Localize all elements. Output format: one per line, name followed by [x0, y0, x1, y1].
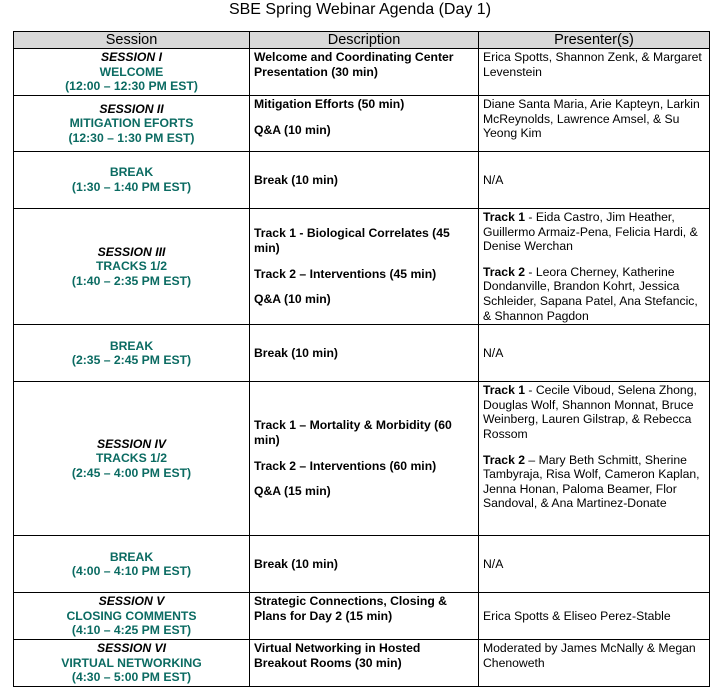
description-cell [250, 209, 479, 325]
table-row [14, 209, 710, 325]
table-row [14, 96, 710, 152]
session-cell [14, 209, 250, 325]
presenters-cell [479, 593, 710, 640]
track-presenters [483, 210, 705, 254]
track-label: Track 1 [483, 210, 526, 224]
session-name: SESSION VI [96, 640, 167, 655]
session-label: VIRTUAL NETWORKING [61, 655, 202, 670]
session-label: CLOSING COMMENTS [66, 608, 197, 623]
session-cell [14, 96, 250, 152]
session-time: (2:35 – 2:45 PM EST) [71, 353, 192, 368]
presenter-item: Erica Spotts, Shannon Zenk, & Margaret Levenstein [483, 50, 702, 79]
track-label: Track 2 [483, 264, 526, 279]
description-item: Break (10 min) [254, 172, 338, 187]
header-presenters: Presenter(s) [479, 32, 710, 49]
description-item: Track 1 - Biological Correlates (45 min) [254, 226, 450, 255]
description-cell [250, 639, 479, 686]
session-cell [14, 639, 250, 686]
description-item: Virtual Networking in Hosted Breakout Rooms (30 min) [254, 640, 421, 670]
session-name: SESSION V [98, 594, 165, 609]
presenter-item: N/A [483, 345, 504, 360]
description-cell [250, 96, 479, 152]
description-item: Welcome and Coordinating Center Presentation (30 min) [254, 50, 454, 79]
table-row [14, 49, 710, 96]
description-cell [250, 536, 479, 593]
presenters-cell [479, 152, 710, 209]
session-cell [14, 325, 250, 382]
session-name: SESSION IV [96, 436, 167, 451]
header-session: Session [14, 32, 250, 49]
track-label: Track 1 [483, 383, 526, 398]
session-label: BREAK [109, 549, 154, 564]
session-name: SESSION I [101, 50, 162, 65]
description-item: Track 2 – Interventions (45 min) [254, 266, 437, 281]
description-item: Break (10 min) [254, 556, 338, 571]
description-cell [250, 382, 479, 536]
description-cell [250, 49, 479, 96]
table-row [14, 382, 710, 536]
session-time: (4:30 – 5:00 PM EST) [71, 670, 192, 685]
presenters-cell [479, 209, 710, 325]
table-row [14, 325, 710, 382]
description-cell [250, 152, 479, 209]
presenters-cell [479, 382, 710, 536]
session-name: SESSION III [97, 244, 166, 259]
description-item: Break (10 min) [254, 345, 338, 360]
page-title: SBE Spring Webinar Agenda (Day 1) [228, 1, 492, 18]
presenter-item: Erica Spotts & Eliseo Perez-Stable [483, 608, 671, 623]
table-header-row [14, 32, 710, 49]
description-item: Q&A (10 min) [254, 122, 331, 137]
session-time: (4:10 – 4:25 PM EST) [71, 623, 192, 638]
track-presenters [483, 265, 705, 323]
header-description: Description [250, 32, 479, 49]
agenda-table [13, 31, 710, 687]
session-time: (1:30 – 1:40 PM EST) [71, 180, 192, 194]
presenter-item: N/A [483, 172, 504, 187]
presenters-cell [479, 325, 710, 382]
track-label: Track 2 [483, 452, 526, 467]
session-time: (2:45 – 4:00 PM EST) [71, 465, 192, 480]
presenter-item: Moderated by James McNally & Megan Chenoweth [483, 640, 696, 670]
presenter-item: N/A [483, 556, 504, 571]
table-row [14, 639, 710, 686]
track-presenters [483, 383, 705, 441]
session-time: (1:40 – 2:35 PM EST) [71, 273, 192, 288]
presenters-cell [479, 536, 710, 593]
presenters-cell [479, 96, 710, 152]
session-label: WELCOME [99, 64, 164, 79]
agenda-body [14, 49, 710, 687]
track-names: - Leora Cherney, Katherine Dondanville, Brandon Kohrt, Jessica Schleider, Sapana Patel, Ana Stefancic, & Shannon Pagdon [483, 264, 698, 323]
session-time: (12:00 – 12:30 PM EST) [65, 79, 198, 94]
description-cell [250, 593, 479, 640]
description-item: Track 2 – Interventions (60 min) [254, 458, 437, 473]
session-cell [14, 593, 250, 640]
presenters-cell [479, 49, 710, 96]
track-names: - Eida Castro, Jim Heather, Guillermo Armaiz-Pena, Felicia Hardi, & Denise Werchan [483, 210, 698, 254]
description-item: Track 1 – Mortality & Morbidity (60 min) [254, 418, 452, 448]
session-cell [14, 49, 250, 96]
session-cell [14, 152, 250, 209]
session-name: SESSION II [99, 101, 164, 116]
table-row [14, 593, 710, 640]
description-item: Q&A (15 min) [254, 484, 331, 499]
session-label: MITIGATION EFORTS [69, 116, 194, 131]
session-time: (12:30 – 1:30 PM EST) [68, 130, 195, 145]
track-presenters [483, 453, 705, 511]
description-cell [250, 325, 479, 382]
description-item: Mitigation Efforts (50 min) [254, 97, 405, 111]
table-row [14, 152, 710, 209]
presenter-item: Diane Santa Maria, Arie Kapteyn, Larkin McReynolds, Lawrence Amsel, & Su Yeong Kim [483, 97, 700, 141]
description-item: Strategic Connections, Closing & Plans for Day 2 (15 min) [254, 594, 447, 623]
track-names: - Cecile Viboud, Selena Zhong, Douglas Wolf, Shannon Monnat, Bruce Weinberg, Lauren Gilstrap, & Rebecca Rossom [483, 383, 697, 441]
session-label: BREAK [109, 338, 154, 353]
presenters-cell [479, 639, 710, 686]
session-label: TRACKS 1/2 [95, 451, 168, 466]
session-label: TRACKS 1/2 [95, 259, 168, 274]
track-names: – Mary Beth Schmitt, Sherine Tambyraja, Risa Wolf, Cameron Kaplan, Jenna Honan, Paloma Beamer, Flor Sandoval, & Ana Martinez-Donate [483, 452, 700, 511]
session-cell [14, 536, 250, 593]
session-label: BREAK [109, 165, 154, 180]
session-time: (4:00 – 4:10 PM EST) [71, 564, 192, 579]
session-cell [14, 382, 250, 536]
description-item: Q&A (10 min) [254, 292, 331, 307]
table-row [14, 536, 710, 593]
